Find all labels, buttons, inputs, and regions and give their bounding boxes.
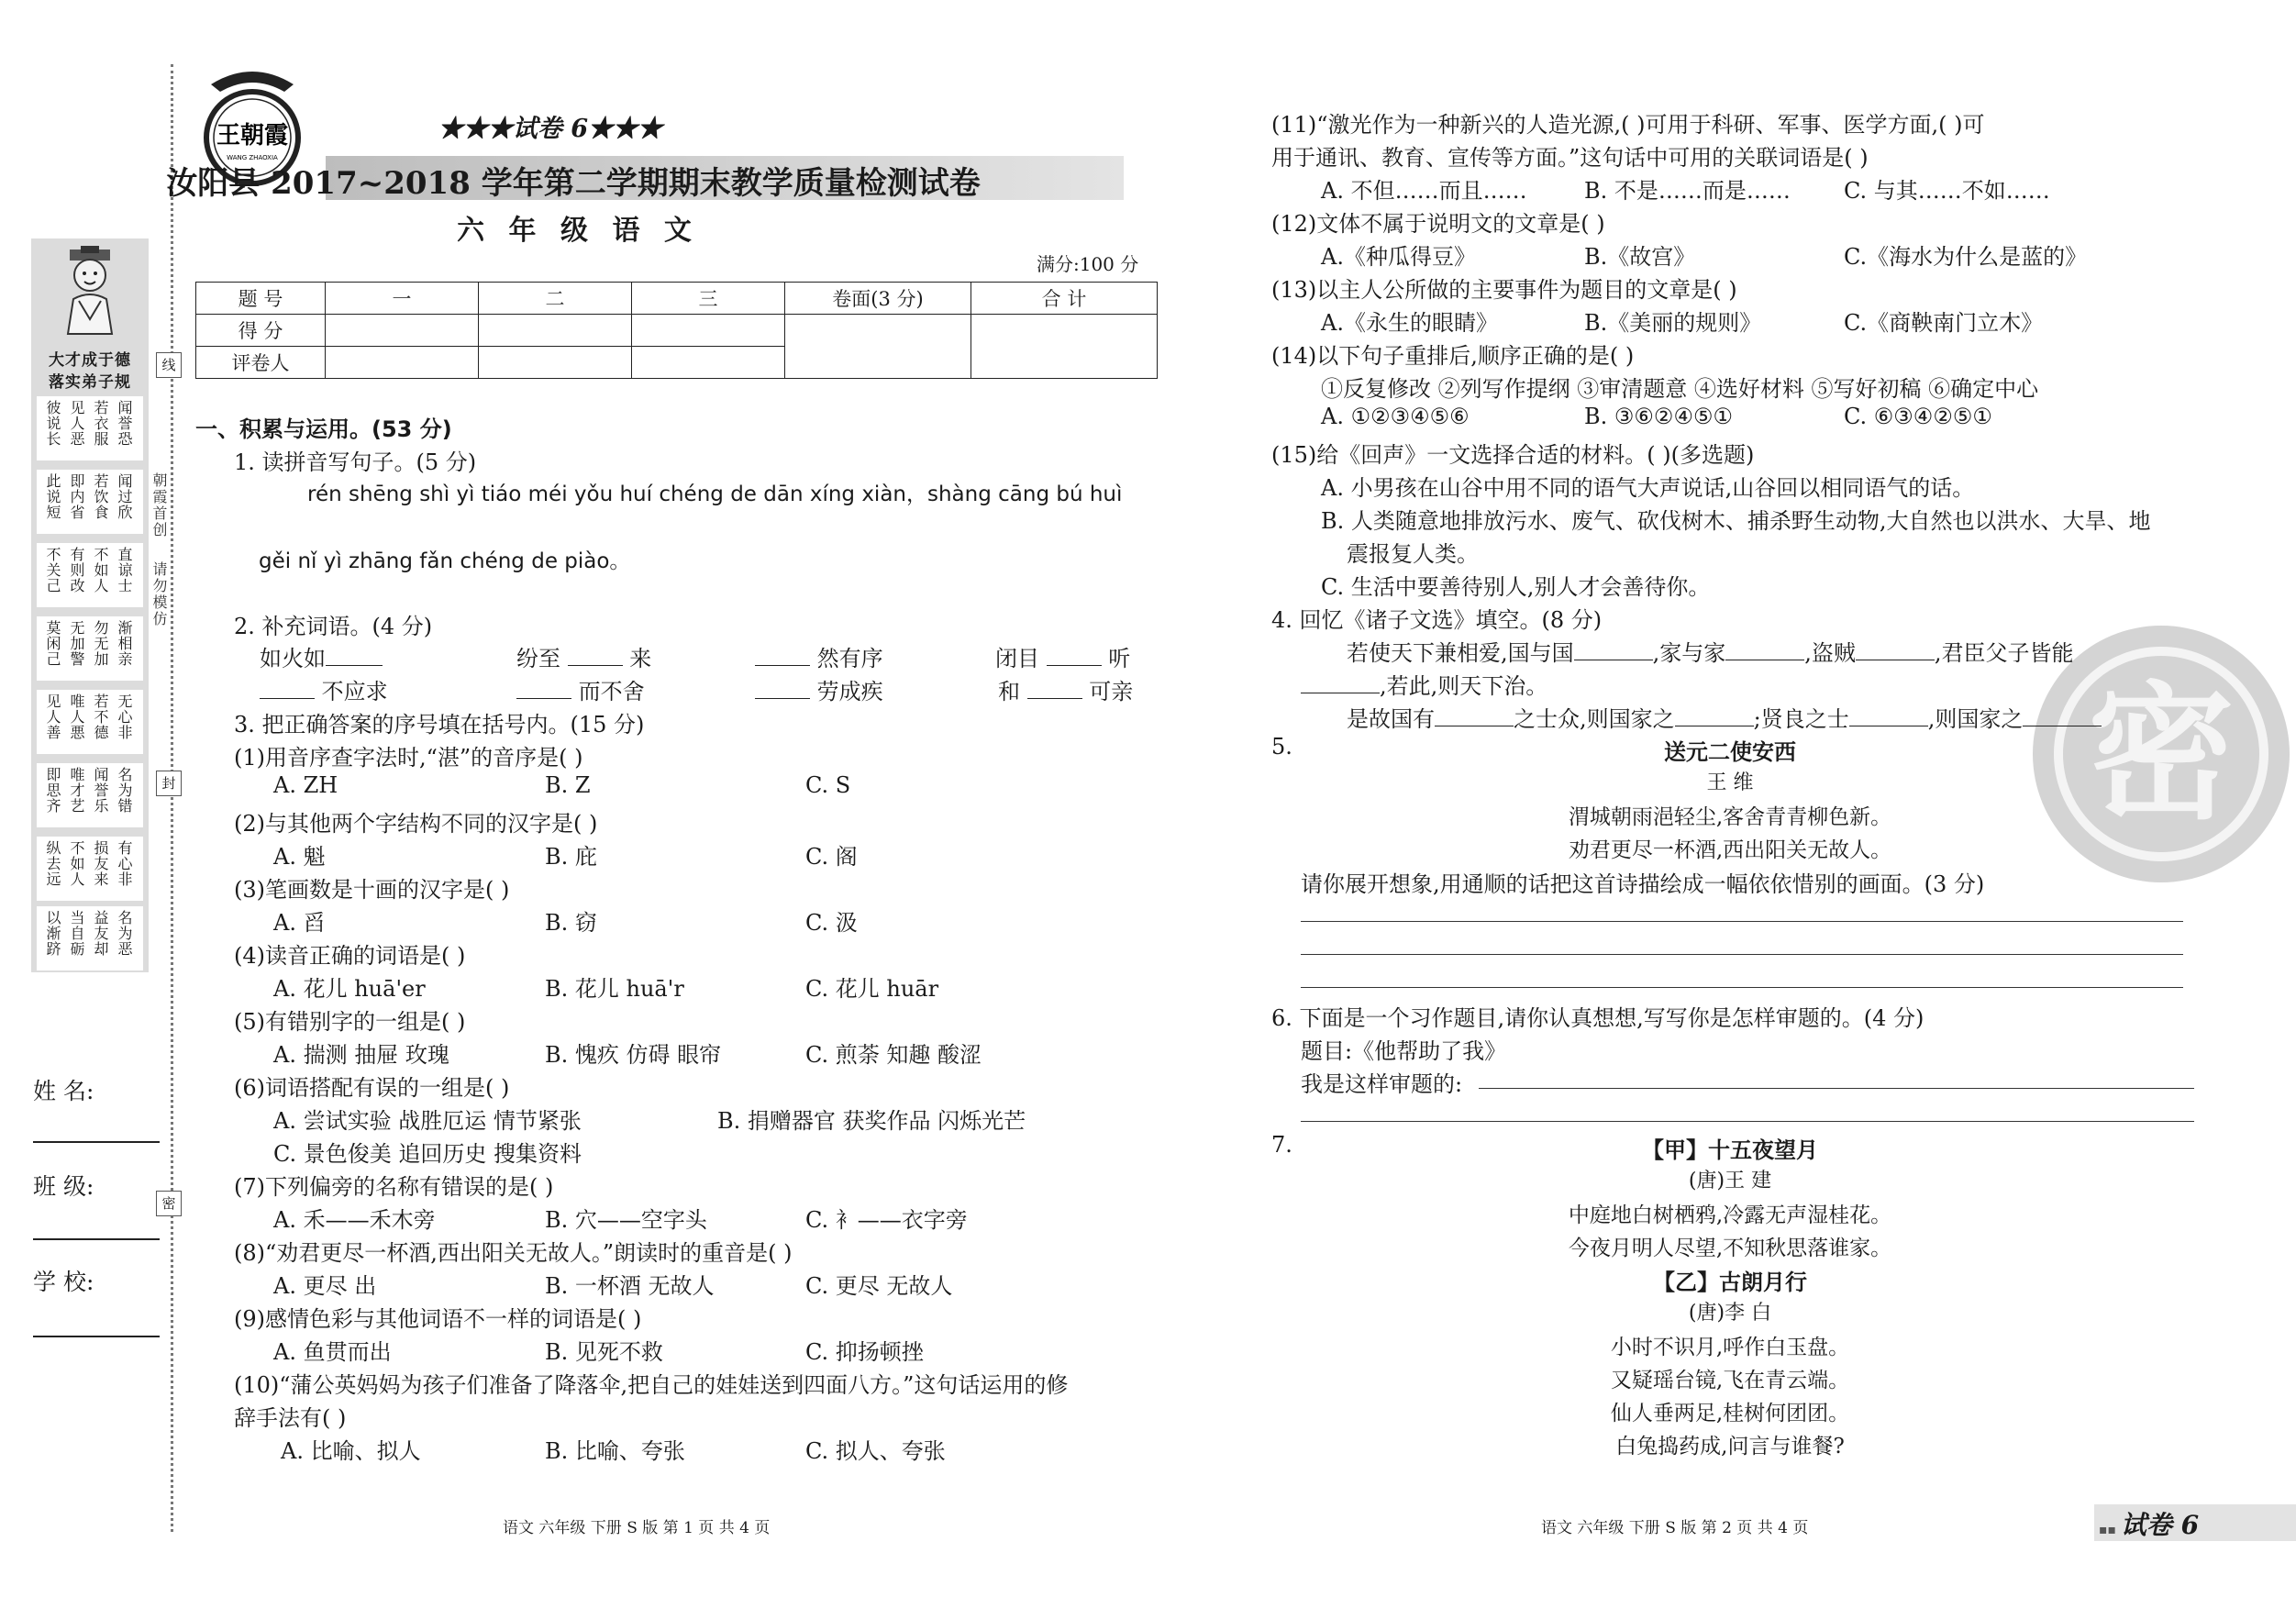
verse-box — [37, 616, 143, 681]
verse-col: 有心非 — [116, 840, 133, 887]
stamp-character: 密 — [2087, 668, 2235, 839]
mc-option[interactable]: C.《海水为什么是蓝的》 — [1844, 244, 2088, 270]
cut-mark-feng: 封 — [156, 771, 182, 796]
score-cell[interactable] — [971, 315, 1158, 379]
poem-2-line: 今夜月明人尽望,不知秋思落谁家。 — [1568, 1237, 1892, 1260]
cut-mark-xian: 线 — [156, 352, 182, 378]
mc-option[interactable]: C. S — [805, 772, 851, 798]
verse-col: 见人恶 — [68, 400, 85, 447]
answer-line[interactable] — [1301, 921, 2183, 922]
mc-option[interactable]: B. 比喻、夸张 — [545, 1438, 685, 1464]
q3-title: 3. 把正确答案的序号填在括号内。(15 分) — [234, 712, 645, 738]
mc-option[interactable]: C. 花儿 huār — [805, 976, 939, 1002]
verse-col: 唯才艺 — [68, 767, 85, 814]
mc-option[interactable]: C. 衤——衣字旁 — [805, 1207, 968, 1233]
q1-title: 1. 读拼音写句子。(5 分) — [234, 449, 477, 475]
class-field[interactable] — [33, 1238, 160, 1240]
motto-line-1: 大才成于德 — [49, 351, 131, 370]
mc-option[interactable]: B.《故宫》 — [1584, 244, 1696, 270]
poem-2-title: 【甲】十五夜望月 — [1642, 1137, 1818, 1163]
verse-col: 无心非 — [116, 693, 133, 740]
q1-pinyin-1: rén shēng shì yì tiáo méi yǒu huí chéng de dān xíng xiàn，shàng cāng bú huì — [307, 482, 1123, 506]
poem-2-author: (唐)王 建 — [1688, 1170, 1772, 1192]
cut-note-1: 朝霞首创 — [150, 472, 168, 538]
score-cell[interactable] — [326, 315, 479, 347]
mc-option[interactable]: B. 愧疚 仿碍 眼帘 — [545, 1042, 722, 1068]
verse-col: 名为恶 — [116, 910, 133, 957]
verse-col: 不如人 — [68, 840, 85, 887]
verse-col: 名为错 — [116, 767, 133, 814]
class-label: 班 级: — [33, 1173, 94, 1200]
verse-col: 当自砺 — [68, 910, 85, 957]
mc-option[interactable]: C. 拟人、夸张 — [805, 1438, 946, 1464]
mc-option[interactable]: B. 一杯酒 无故人 — [545, 1273, 715, 1299]
mc-option[interactable]: B. 花儿 huā'r — [545, 976, 684, 1002]
mc-option[interactable]: B. 不是……而是…… — [1584, 178, 1791, 204]
answer-line[interactable] — [1301, 987, 2183, 988]
page-footer-right: 语文 六年级 下册 S 版 第 2 页 共 4 页 — [1541, 1519, 1809, 1537]
score-header: 三 — [632, 283, 785, 315]
poem-1-author: 王 维 — [1706, 771, 1754, 794]
verse-box — [37, 543, 143, 607]
mc-option[interactable]: B. ③⑥②④⑤① — [1584, 404, 1733, 429]
mc-option[interactable]: C. 汲 — [805, 910, 858, 936]
page-title: 汝阳县 2017~2018 学年第二学期期末教学质量检测试卷 — [166, 165, 981, 202]
verse-box — [37, 396, 143, 460]
q2-title: 2. 补充词语。(4 分) — [234, 614, 433, 639]
mc-option[interactable]: C.《商鞅南门立木》 — [1844, 310, 2044, 336]
mc-option[interactable]: A. 比喻、拟人 — [281, 1438, 421, 1464]
q2-item: 而不舍 — [516, 673, 645, 705]
answer-line[interactable] — [1301, 1121, 2194, 1122]
score-header: 一 — [326, 283, 479, 315]
verse-col: 即内省 — [68, 473, 85, 520]
name-label: 姓 名: — [33, 1078, 94, 1104]
q2-item: 纷至 来 — [516, 646, 652, 671]
mc-question: (3)笔画数是十画的汉字是( ) — [234, 877, 510, 903]
poem-3-line: 又疑瑶台镜,飞在青云端。 — [1610, 1369, 1850, 1392]
mc-option[interactable]: C. ⑥③④②⑤① — [1844, 404, 1992, 429]
verse-col: 闻誉恐 — [116, 400, 133, 447]
score-cell[interactable] — [479, 347, 632, 379]
q5-number: 5. — [1271, 734, 1292, 760]
q15-question: (15)给《回声》一文选择合适的材料。( )(多选题) — [1271, 442, 1755, 468]
mc-option[interactable]: A. 尝试实验 战胜厄运 情节紧张 — [273, 1108, 582, 1134]
cut-note-2: 请勿模仿 — [150, 561, 168, 627]
q1-pinyin-2: gěi nǐ yì zhāng fǎn chéng de piào。 — [259, 549, 631, 573]
q4-title: 4. 回忆《诸子文选》填空。(8 分) — [1271, 607, 1603, 633]
verse-col: 若衣服 — [92, 400, 109, 447]
section-1-heading: 一、积累与运用。(53 分) — [195, 416, 452, 442]
mc-option[interactable]: A. 不但……而且…… — [1321, 178, 1527, 204]
mc-option-cont: 震报复人类。 — [1347, 541, 1479, 567]
mc-question: (9)感情色彩与其他词语不一样的词语是( ) — [234, 1306, 642, 1332]
poem-3-line: 小时不识月,呼作白玉盘。 — [1610, 1336, 1850, 1359]
page-subtitle: 六 年 级 语 文 — [457, 215, 699, 247]
mc-question: (4)读音正确的词语是( ) — [234, 943, 466, 969]
mc-question: (5)有错别字的一组是( ) — [234, 1009, 466, 1035]
q11-question-cont: 用于通讯、教育、宣传等方面。”这句话中可用的关联词语是( ) — [1271, 145, 1869, 171]
q14-question: (14)以下句子重排后,顺序正确的是( ) — [1271, 343, 1635, 369]
q6-title: 6. 下面是一个习作题目,请你认真想想,写写你是怎样审题的。(4 分) — [1271, 1005, 1924, 1031]
mc-option[interactable]: C. 煎荼 知趣 酸涩 — [805, 1042, 982, 1068]
q2-item: 劳成疾 — [755, 673, 883, 705]
verse-col: 不关己 — [44, 547, 61, 593]
mc-question-cont: 辞手法有( ) — [234, 1405, 347, 1431]
verse-col: 若不德 — [92, 693, 109, 740]
score-row-label: 得 分 — [196, 315, 326, 347]
verse-col: 唯人悪 — [68, 693, 85, 740]
q12-question: (12)文体不属于说明文的文章是( ) — [1271, 211, 1605, 237]
sidebar-panel — [31, 238, 149, 972]
verse-box — [37, 837, 143, 901]
score-cell[interactable] — [479, 315, 632, 347]
mc-option[interactable]: A.《永生的眼睛》 — [1321, 310, 1498, 336]
q4-fill-line: ,若此,则天下治。 — [1301, 668, 1547, 700]
verse-box — [37, 690, 143, 754]
q2-item: 和 可亲 — [998, 679, 1134, 704]
q2-item: 不应求 — [260, 673, 388, 705]
mc-option[interactable]: A. 魁 — [273, 844, 326, 870]
mc-option[interactable]: A.《种瓜得豆》 — [1321, 244, 1476, 270]
verse-col: 闻誉乐 — [92, 767, 109, 814]
mc-option[interactable]: A. 鱼贯而出 — [273, 1339, 392, 1365]
q6-answer-label: 我是这样审题的: — [1301, 1071, 1463, 1097]
mc-option[interactable]: B. 见死不救 — [545, 1339, 663, 1365]
footer-tag: ▪▪ 试卷 6 — [2099, 1510, 2200, 1540]
verse-col: 纵去远 — [44, 840, 61, 887]
score-cell[interactable] — [632, 347, 785, 379]
mc-option[interactable]: B.《美丽的规则》 — [1584, 310, 1762, 336]
q2-item: 如火如 — [260, 640, 383, 672]
mc-question: (1)用音序查字法时,“湛”的音序是( ) — [234, 745, 583, 771]
verse-col: 损友来 — [92, 840, 109, 887]
q7-number: 7. — [1271, 1132, 1292, 1158]
mc-option[interactable]: C. 更尽 无故人 — [805, 1273, 953, 1299]
mc-option[interactable]: C. 阁 — [805, 844, 858, 870]
answer-line[interactable] — [1301, 954, 2183, 955]
poem-1-line: 渭城朝雨浥轻尘,客舍青青柳色新。 — [1568, 805, 1892, 829]
q14-steps: ①反复修改 ②列写作提纲 ③审清题意 ④选好材料 ⑤写好初稿 ⑥确定中心 — [1321, 376, 2039, 402]
mc-option[interactable]: C. 与其……不如…… — [1844, 178, 2050, 204]
verse-col: 此说短 — [44, 473, 61, 520]
mc-option[interactable]: B. 捐赠器官 获奖作品 闪烁光芒 — [717, 1108, 1026, 1134]
full-score: 满分:100 分 — [1037, 253, 1139, 275]
poem-2-line: 中庭地白树栖鸦,冷露无声湿桂花。 — [1568, 1203, 1892, 1227]
score-row-label: 评卷人 — [196, 347, 326, 379]
poem-1-title: 送元二使安西 — [1664, 739, 1796, 765]
mc-question: (10)“蒲公英妈妈为孩子们准备了降落伞,把自己的娃娃送到四面八方。”这句话运用的修 — [234, 1372, 1069, 1398]
mc-option[interactable]: B. 庇 — [545, 844, 597, 870]
logo-text: 王朝霞 — [216, 122, 289, 150]
verse-col: 即思齐 — [44, 767, 61, 814]
mc-option[interactable]: A. 禾——禾木旁 — [273, 1207, 436, 1233]
verse-col: 直谅士 — [116, 547, 133, 593]
score-header: 题 号 — [196, 283, 326, 315]
mc-option[interactable]: A. 花儿 huā'er — [273, 976, 426, 1002]
poem-3-author: (唐)李 白 — [1688, 1302, 1772, 1325]
verse-col: 莫闲己 — [44, 620, 61, 667]
mc-question: (7)下列偏旁的名称有错误的是( ) — [234, 1174, 554, 1200]
verse-col: 无加警 — [68, 620, 85, 667]
poem-1-line: 劝君更尽一杯酒,西出阳关无故人。 — [1568, 838, 1892, 862]
cut-line — [171, 64, 173, 1532]
verse-col: 若饮食 — [92, 473, 109, 520]
q13-question: (13)以主人公所做的主要事件为题目的文章是( ) — [1271, 277, 1737, 303]
q2-item: 闭目 听 — [995, 646, 1131, 671]
q2-item: 然有序 — [755, 640, 883, 672]
score-table — [195, 282, 1158, 379]
school-field[interactable] — [33, 1336, 160, 1337]
mc-option[interactable]: A. 小男孩在山谷中用不同的语气大声说话,山谷回以相同语气的话。 — [1321, 475, 1975, 501]
verse-col: 益友却 — [92, 910, 109, 957]
poem-3-title: 【乙】古朗月行 — [1653, 1270, 1807, 1295]
mc-option[interactable]: A. ①②③④⑤⑥ — [1321, 404, 1470, 429]
cut-mark-mi: 密 — [156, 1191, 182, 1216]
score-header: 卷面(3 分) — [785, 283, 971, 315]
mc-option[interactable]: C. 抑扬顿挫 — [805, 1339, 924, 1365]
q4-fill-line: 若使天下兼相爱,国与国 ,家与家 ,盗贼 ,君臣父子皆能 — [1347, 640, 2074, 666]
q11-question: (11)“激光作为一种新兴的人造光源,( )可用于科研、军事、医学方面,( )可 — [1271, 112, 1985, 138]
mc-option[interactable]: C. 生活中要善待别人,别人才会善待你。 — [1321, 574, 1711, 600]
mc-question: (8)“劝君更尽一杯酒,西出阳关无故人。”朗读时的重音是( ) — [234, 1240, 793, 1266]
mc-option[interactable]: B. 人类随意地排放污水、废气、砍伐树木、捕杀野生动物,大自然也以洪水、大旱、地 — [1321, 508, 2151, 534]
page-footer-left: 语文 六年级 下册 S 版 第 1 页 共 4 页 — [503, 1519, 771, 1537]
verse-col: 彼说长 — [44, 400, 61, 447]
mc-option[interactable]: B. Z — [545, 772, 591, 798]
poem-3-line: 白兔捣药成,问言与谁餐? — [1615, 1435, 1845, 1458]
q6-topic: 题目:《他帮助了我》 — [1301, 1038, 1507, 1064]
motto-line-2: 落实弟子规 — [49, 373, 131, 392]
poem-3-line: 仙人垂两足,桂树何团团。 — [1610, 1402, 1850, 1425]
score-header: 二 — [479, 283, 632, 315]
mc-option[interactable]: B. 窃 — [545, 910, 597, 936]
verse-col: 勿无加 — [92, 620, 109, 667]
answer-line[interactable] — [1479, 1088, 2194, 1089]
verse-col: 以渐跻 — [44, 910, 61, 957]
mc-option[interactable]: A. 更尽 出 — [273, 1273, 377, 1299]
mc-question: (2)与其他两个字结构不同的汉字是( ) — [234, 811, 598, 837]
name-field[interactable] — [33, 1141, 160, 1143]
verse-col: 见人善 — [44, 693, 61, 740]
verse-col: 有则改 — [68, 547, 85, 593]
mc-option[interactable]: C. 景色俊美 追回历史 搜集资料 — [273, 1141, 582, 1167]
q4-fill-line: 是故国有 之士众,则国家之 ;贤良之士 ,则国家之 — [1347, 701, 2102, 733]
school-label: 学 校: — [33, 1269, 94, 1295]
score-header: 合 计 — [971, 283, 1158, 315]
score-cell[interactable] — [632, 315, 785, 347]
verse-col: 渐相亲 — [116, 620, 133, 667]
mc-option[interactable]: A. ZH — [273, 772, 338, 798]
verse-box — [37, 906, 143, 970]
verse-col: 不如人 — [92, 547, 109, 593]
verse-box — [37, 470, 143, 534]
series-tag: ★★★试卷 6★★★ — [438, 115, 663, 143]
q5-prompt: 请你展开想象,用通顺的话把这首诗描绘成一幅依依惜别的画面。(3 分) — [1301, 871, 1985, 897]
footer-tag-text: 试卷 6 — [2120, 1510, 2200, 1540]
scholar-avatar-icon — [50, 246, 130, 338]
logo-subtext: WANG ZHAOXIA — [227, 154, 278, 161]
score-cell[interactable] — [326, 347, 479, 379]
mc-option[interactable]: A. 舀 — [273, 910, 326, 936]
mc-option[interactable]: A. 揣测 抽屉 玫瑰 — [273, 1042, 449, 1068]
verse-col: 闻过欣 — [116, 473, 133, 520]
mc-option[interactable]: B. 穴——空字头 — [545, 1207, 707, 1233]
mc-question: (6)词语搭配有误的一组是( ) — [234, 1075, 510, 1101]
score-cell[interactable] — [785, 315, 971, 379]
verse-box — [37, 763, 143, 827]
